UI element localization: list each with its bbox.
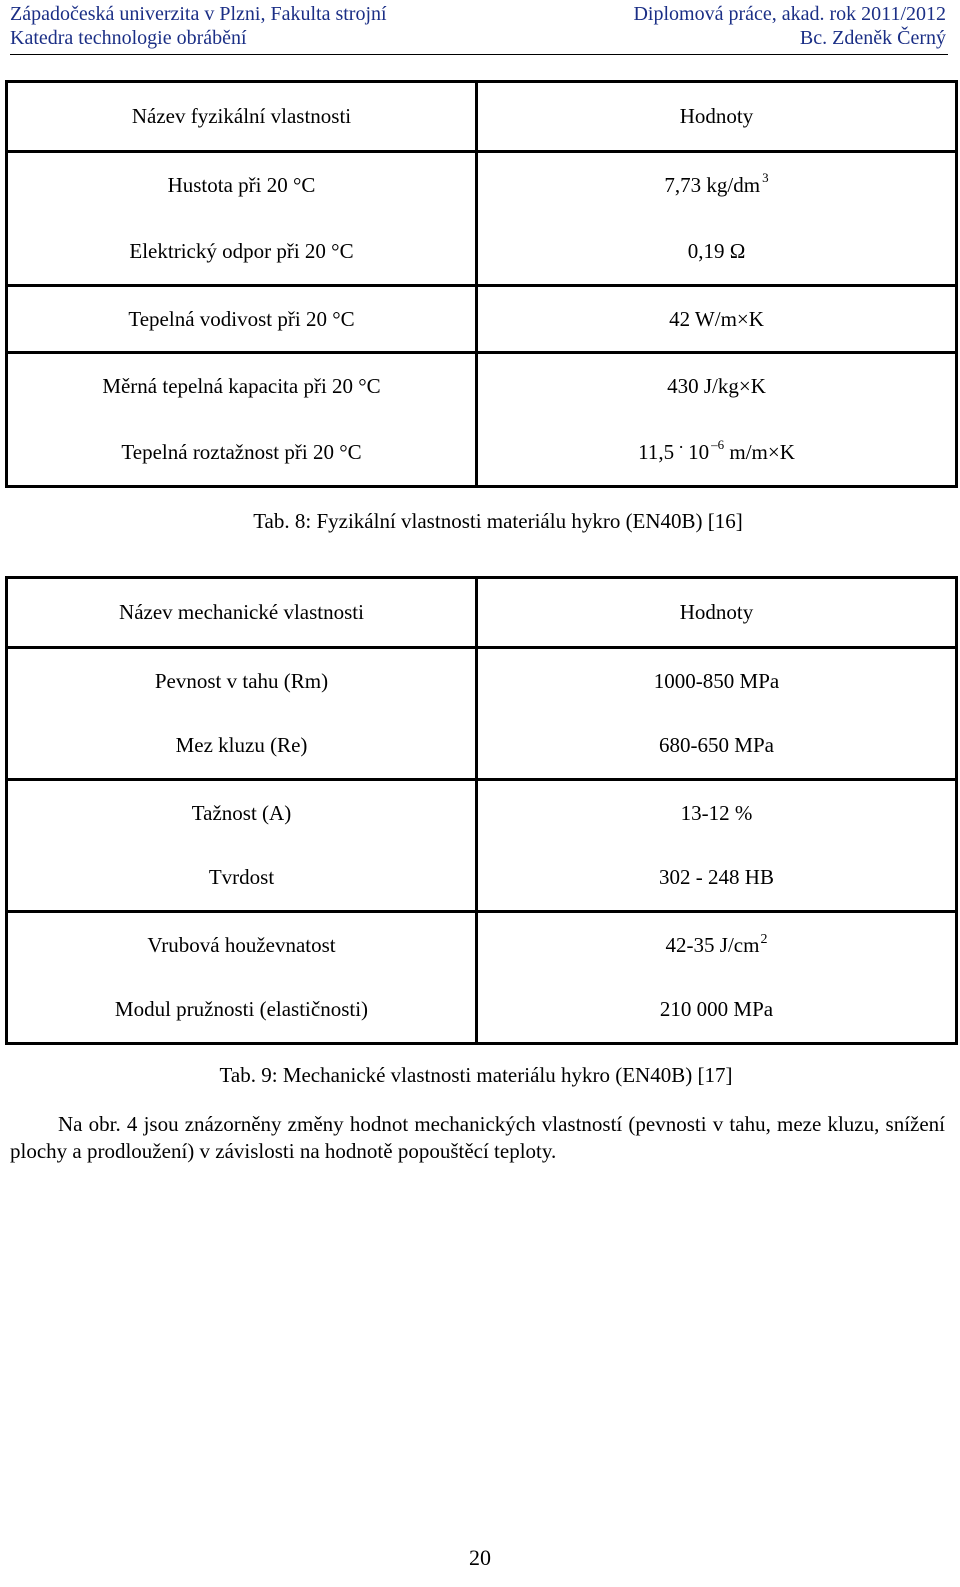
table-header-row [7,82,957,152]
value-mantissa: 11,5 [638,439,675,464]
column-header-values: Hodnoty [477,578,957,648]
property-value [477,420,957,487]
property-value: 13-12 % [477,780,957,846]
property-value [477,912,957,978]
property-value: 1000-850 MPa [477,648,957,714]
table-row [7,286,957,353]
body-paragraph [10,1111,945,1165]
property-name: Tažnost (A) [7,780,477,846]
property-value: 0,19 Ω [477,219,957,286]
table-row [7,714,957,780]
property-name: Elektrický odpor při 20 °C [7,219,477,286]
column-header-property: Název fyzikální vlastnosti [7,82,477,152]
column-header-values: Hodnoty [477,82,957,152]
table-8-caption: Tab. 8: Fyzikální vlastnosti materiálu hykro (EN40B) [16] [253,509,743,533]
property-value: 210 000 MPa [477,978,957,1044]
property-name: Hustota při 20 °C [7,152,477,219]
property-value [477,152,957,219]
physical-properties-table [5,80,958,488]
table-row [7,780,957,846]
table-row [7,648,957,714]
table-row [7,420,957,487]
table-header-row [7,578,957,648]
mechanical-properties-table [5,576,958,1045]
paragraph-text: Na obr. 4 jsou znázorněny změny hodnot mechanických vlastností (pevnosti v tahu, meze kluzu, snížení plochy a prodloužení) v závislosti na hodnotě popouštěcí teploty. [10,1112,945,1163]
table-9-caption: Tab. 9: Mechanické vlastnosti materiálu hykro (EN40B) [17] [219,1063,733,1087]
table-row [7,846,957,912]
property-value: 680-650 MPa [477,714,957,780]
table-row [7,152,957,219]
property-name: Tvrdost [7,846,477,912]
header-thesis: Diplomová práce, akad. rok 2011/2012 [633,3,946,25]
header-author: Bc. Zdeněk Černý [799,27,946,49]
table-row [7,219,957,286]
value-superscript: 2 [760,931,768,947]
property-name: Měrná tepelná kapacita při 20 °C [7,353,477,420]
property-name: Pevnost v tahu (Rm) [7,648,477,714]
table-row [7,353,957,420]
value-unit: m/m×K [729,439,795,464]
property-name: Modul pružnosti (elastičnosti) [7,978,477,1044]
value-text: 42-35 J/cm [665,932,760,957]
table-row [7,978,957,1044]
value-multiply-dot: · [678,436,685,457]
property-name: Tepelná vodivost při 20 °C [7,286,477,353]
property-value: 42 W/m×K [477,286,957,353]
header-department: Katedra technologie obrábění [10,27,247,49]
property-name: Mez kluzu (Re) [7,714,477,780]
value-base: 10 [688,439,710,464]
value-superscript: 3 [762,170,769,186]
header-rule [10,54,948,55]
value-text: 7,73 kg/dm [664,173,761,198]
property-value: 302 - 248 HB [477,846,957,912]
header-university: Západočeská univerzita v Plzni, Fakulta strojní [10,3,387,25]
column-header-property: Název mechanické vlastnosti [7,578,477,648]
value-exponent: –6 [711,436,725,452]
property-name: Vrubová houževnatost [7,912,477,978]
property-name: Tepelná roztažnost při 20 °C [7,420,477,487]
property-value: 430 J/kg×K [477,353,957,420]
page-number: 20 [469,1545,491,1570]
table-row [7,912,957,978]
